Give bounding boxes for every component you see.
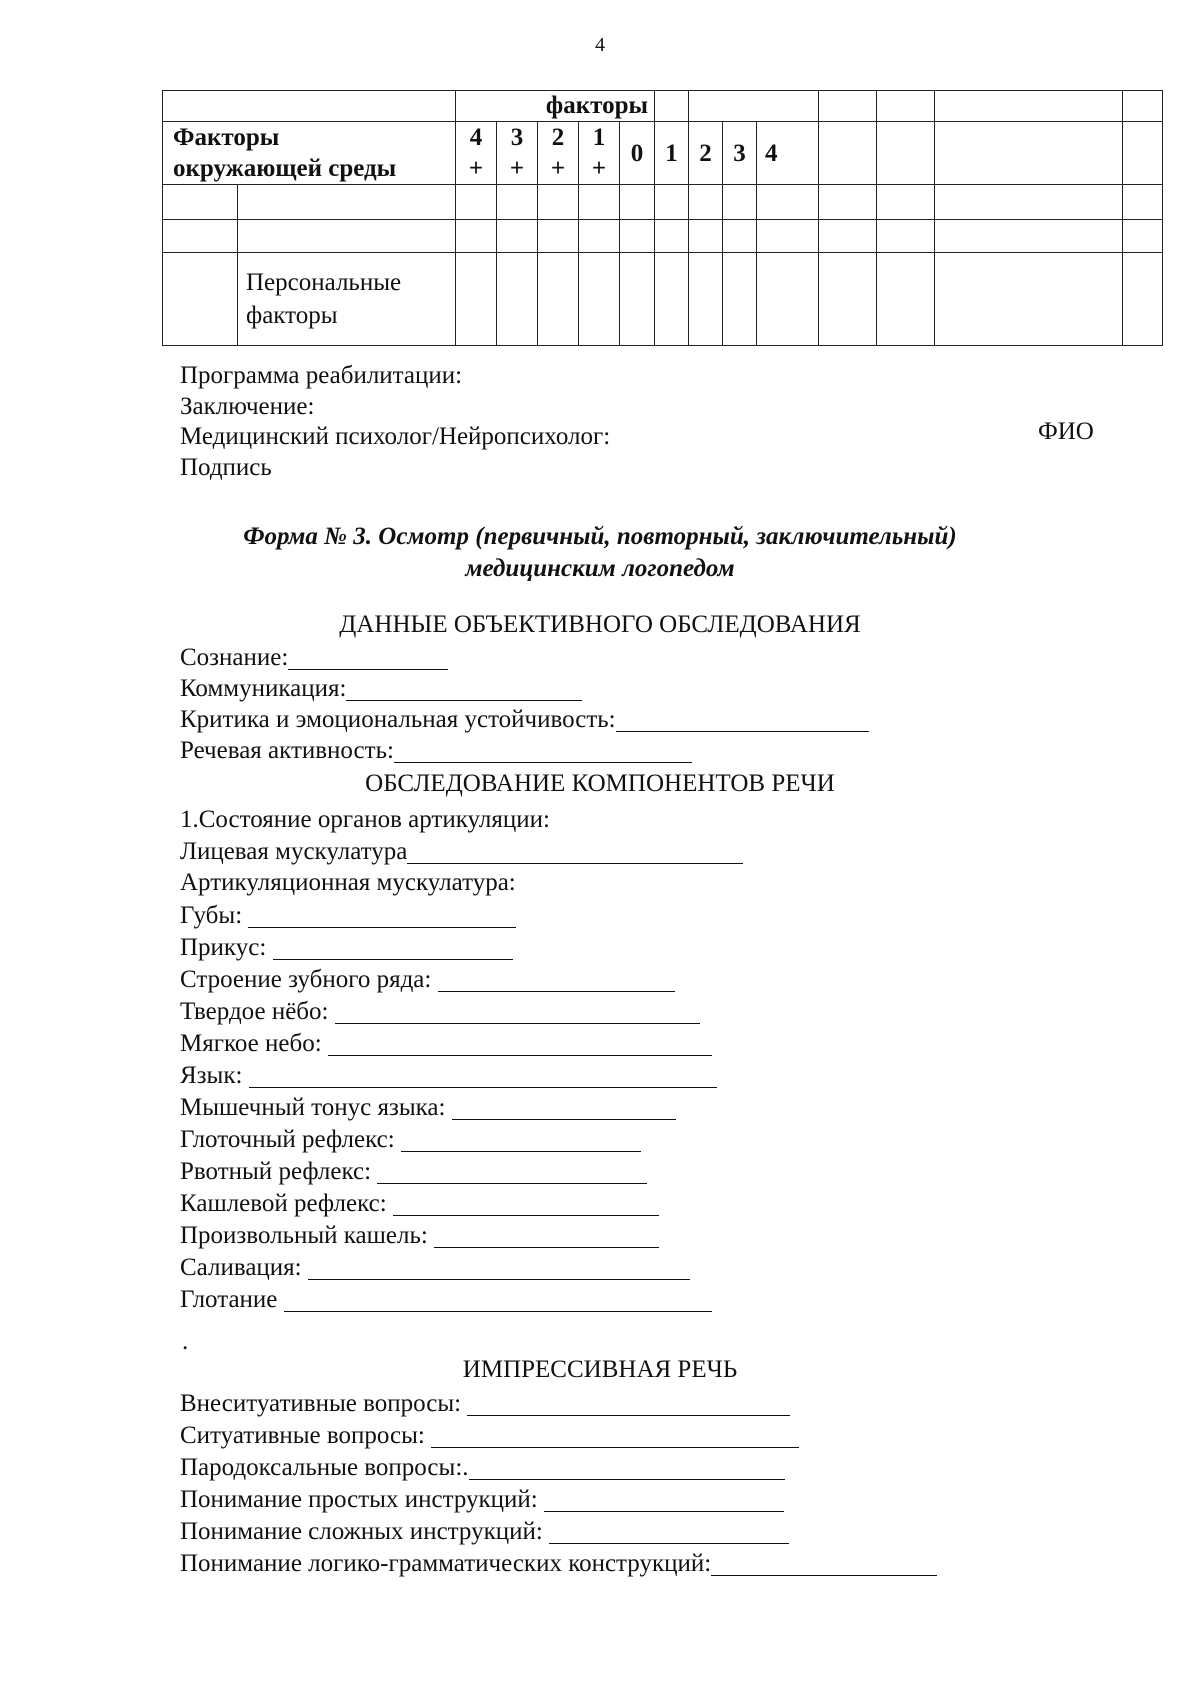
form-title-line2: медицинским логопедом xyxy=(465,555,735,582)
form-field xyxy=(180,1188,659,1220)
table-cell xyxy=(819,220,877,253)
tongue-blank[interactable] xyxy=(249,1065,717,1088)
table-cell xyxy=(497,253,538,346)
specialist-label: Медицинский психолог/Нейропсихолог: xyxy=(180,423,611,450)
table-cell xyxy=(877,253,935,346)
bite-label: Прикус: xyxy=(180,934,267,961)
swallowing-blank[interactable] xyxy=(284,1289,712,1312)
form-field xyxy=(180,900,516,932)
table-cell xyxy=(819,185,877,220)
criticism-blank[interactable] xyxy=(616,709,869,732)
table-cell xyxy=(163,185,238,220)
table-cell xyxy=(1123,91,1163,122)
table-cell xyxy=(238,220,456,253)
non-situational-blank[interactable] xyxy=(467,1393,790,1416)
table-cell xyxy=(689,91,819,122)
table-row xyxy=(163,185,1163,220)
simple-instructions-label: Понимание простых инструкций: xyxy=(180,1486,538,1513)
table-cell xyxy=(538,220,579,253)
scale-cell: 2 + xyxy=(538,122,579,185)
complex-instructions-blank[interactable] xyxy=(549,1521,789,1544)
personal-label-line1: Персональные xyxy=(246,269,402,296)
speech-components-heading: ОБСЛЕДОВАНИЕ КОМПОНЕНТОВ РЕЧИ xyxy=(365,770,835,797)
table-cell xyxy=(1123,220,1163,253)
table-cell xyxy=(579,253,620,346)
scale-cell: 2 xyxy=(689,122,723,185)
complex-instructions-label: Понимание сложных инструкций: xyxy=(180,1518,543,1545)
table-cell xyxy=(935,253,1123,346)
fio-label: ФИО xyxy=(1038,418,1094,445)
table-row xyxy=(163,91,1163,122)
form-field xyxy=(180,1548,937,1580)
form-field xyxy=(180,1252,690,1284)
table-cell xyxy=(819,253,877,346)
objective-heading: ДАННЫЕ ОБЪЕКТИВНОГО ОБСЛЕДОВАНИЯ xyxy=(339,611,861,638)
table-cell xyxy=(723,220,757,253)
bite-blank[interactable] xyxy=(273,937,513,960)
table-cell xyxy=(163,220,238,253)
icf-factors-table xyxy=(162,90,1163,346)
form-field xyxy=(180,1484,784,1516)
scale-cell: 1 xyxy=(655,122,689,185)
situational-blank[interactable] xyxy=(431,1425,799,1448)
form-field xyxy=(180,1452,785,1484)
form-field xyxy=(180,1156,647,1188)
form-field xyxy=(180,1028,712,1060)
table-cell xyxy=(877,122,935,185)
logic-grammar-blank[interactable] xyxy=(711,1553,937,1576)
form-field xyxy=(180,1284,712,1316)
table-cell xyxy=(1123,122,1163,185)
table-cell xyxy=(579,185,620,220)
salivation-blank[interactable] xyxy=(308,1257,690,1280)
table-cell xyxy=(655,91,689,122)
page-number: 4 xyxy=(595,34,605,56)
swallowing-label: Глотание xyxy=(180,1286,278,1313)
table-cell xyxy=(655,220,689,253)
table-cell xyxy=(1123,253,1163,346)
table-cell xyxy=(456,253,497,346)
table-cell xyxy=(163,253,238,346)
table-cell xyxy=(456,220,497,253)
table-cell xyxy=(456,185,497,220)
consciousness-blank[interactable] xyxy=(288,647,448,670)
environment-label-line2: окружающей среды xyxy=(173,155,397,182)
situational-label: Ситуативные вопросы: xyxy=(180,1422,425,1449)
speech-activity-blank[interactable] xyxy=(394,740,692,763)
table-cell xyxy=(689,185,723,220)
facial-muscles-blank[interactable] xyxy=(407,841,743,864)
personal-factors-label xyxy=(238,253,456,346)
form-field xyxy=(180,1220,659,1252)
hard-palate-blank[interactable] xyxy=(335,1001,700,1024)
table-cell xyxy=(620,220,655,253)
form-field xyxy=(180,836,743,868)
rehab-program-label: Программа реабилитации: xyxy=(180,362,463,389)
paradoxical-blank[interactable] xyxy=(469,1457,785,1480)
table-cell xyxy=(935,122,1123,185)
facial-muscles-label: Лицевая мускулатура xyxy=(180,838,408,865)
table-cell xyxy=(877,220,935,253)
table-cell xyxy=(757,253,819,346)
dental-label: Строение зубного ряда: xyxy=(180,966,432,993)
table-cell xyxy=(819,122,877,185)
soft-palate-blank[interactable] xyxy=(328,1033,712,1056)
simple-instructions-blank[interactable] xyxy=(544,1489,784,1512)
articulation-state-label: 1.Состояние органов артикуляции: xyxy=(180,806,550,833)
form-field xyxy=(180,996,700,1028)
form-field xyxy=(180,1388,790,1420)
table-cell xyxy=(723,253,757,346)
tongue-label: Язык: xyxy=(180,1062,243,1089)
table-cell xyxy=(757,220,819,253)
criticism-label: Критика и эмоциональная устойчивость: xyxy=(180,706,616,733)
communication-label: Коммуникация: xyxy=(180,675,347,702)
form-title-line1: Форма № 3. Осмотр (первичный, повторный, заключительный) xyxy=(243,523,957,550)
table-cell xyxy=(689,253,723,346)
table-cell xyxy=(877,91,935,122)
gag-reflex-label: Рвотный рефлекс: xyxy=(180,1158,372,1185)
hard-palate-label: Твердое нёбо: xyxy=(180,998,329,1025)
signature-label: Подпись xyxy=(180,454,272,481)
speech-activity-label: Речевая активность: xyxy=(180,737,394,764)
table-cell xyxy=(819,91,877,122)
table-cell xyxy=(689,220,723,253)
voluntary-cough-blank[interactable] xyxy=(434,1225,659,1248)
form-field xyxy=(180,735,692,767)
form-field xyxy=(180,964,675,996)
cough-reflex-label: Кашлевой рефлекс: xyxy=(180,1190,387,1217)
lips-blank[interactable] xyxy=(248,905,516,928)
pharyngeal-reflex-blank[interactable] xyxy=(401,1129,641,1152)
table-cell xyxy=(757,185,819,220)
conclusion-label: Заключение: xyxy=(180,393,315,420)
tongue-tone-blank[interactable] xyxy=(452,1097,676,1120)
table-row xyxy=(163,220,1163,253)
voluntary-cough-label: Произвольный кашель: xyxy=(180,1222,428,1249)
table-cell xyxy=(620,185,655,220)
articulation-muscles-label: Артикуляционная мускулатура: xyxy=(180,869,516,896)
gag-reflex-blank[interactable] xyxy=(377,1161,647,1184)
non-situational-label: Внеситуативные вопросы: xyxy=(180,1390,462,1417)
form-field xyxy=(180,1420,799,1452)
communication-blank[interactable] xyxy=(346,678,582,701)
table-cell xyxy=(620,253,655,346)
environment-factors-label xyxy=(163,122,456,185)
stray-dot: . xyxy=(182,1328,189,1355)
table-cell xyxy=(935,185,1123,220)
scale-cell: 1 + xyxy=(579,122,620,185)
personal-label-line2: факторы xyxy=(246,302,338,329)
dental-blank[interactable] xyxy=(438,969,675,992)
soft-palate-label: Мягкое небо: xyxy=(180,1030,322,1057)
form-field xyxy=(180,932,513,964)
tongue-tone-label: Мышечный тонус языка: xyxy=(180,1094,446,1121)
table-cell xyxy=(497,185,538,220)
form-field xyxy=(180,1060,717,1092)
pharyngeal-reflex-label: Глоточный рефлекс: xyxy=(180,1126,395,1153)
form-field xyxy=(180,1124,641,1156)
table-cell xyxy=(538,185,579,220)
form-field xyxy=(180,642,448,674)
table-cell xyxy=(163,91,456,122)
consciousness-label: Сознание: xyxy=(180,644,289,671)
factors-header: факторы xyxy=(456,91,655,122)
table-cell xyxy=(1123,185,1163,220)
lips-label: Губы: xyxy=(180,902,243,929)
table-cell xyxy=(238,185,456,220)
impressive-speech-heading: ИМПРЕССИВНАЯ РЕЧЬ xyxy=(462,1356,738,1383)
environment-label-line1: Факторы xyxy=(173,124,280,151)
scale-cell: 4 + xyxy=(456,122,497,185)
table-cell xyxy=(935,91,1123,122)
table-cell xyxy=(497,220,538,253)
scale-cell: 4 xyxy=(757,122,819,185)
table-cell xyxy=(935,220,1123,253)
table-cell xyxy=(579,220,620,253)
table-cell xyxy=(538,253,579,346)
scale-cell: 3 + xyxy=(497,122,538,185)
form-field xyxy=(180,704,869,736)
salivation-label: Саливация: xyxy=(180,1254,302,1281)
table-cell xyxy=(723,185,757,220)
logic-grammar-label: Понимание логико-грамматических конструкций: xyxy=(180,1550,712,1577)
table-cell xyxy=(655,253,689,346)
form-field xyxy=(180,1092,676,1124)
cough-reflex-blank[interactable] xyxy=(393,1193,659,1216)
scale-cell: 3 xyxy=(723,122,757,185)
table-row xyxy=(163,122,1163,185)
table-cell xyxy=(655,185,689,220)
scale-cell: 0 xyxy=(620,122,655,185)
form-field xyxy=(180,1516,789,1548)
table-cell xyxy=(877,185,935,220)
paradoxical-label: Пародоксальные вопросы:. xyxy=(180,1454,469,1481)
table-row xyxy=(163,253,1163,346)
form-field xyxy=(180,673,582,705)
